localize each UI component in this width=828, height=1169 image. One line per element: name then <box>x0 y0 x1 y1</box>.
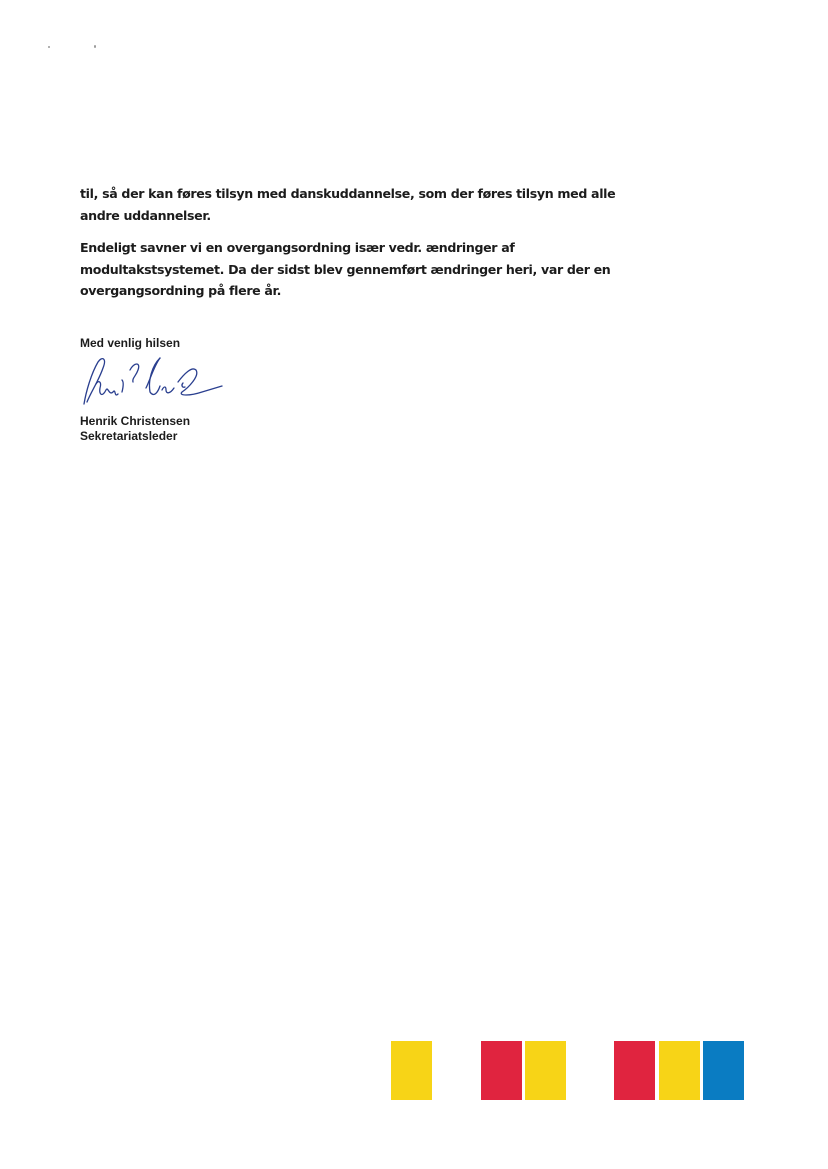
logo-block <box>614 1041 655 1100</box>
logo-block <box>703 1041 744 1100</box>
logo-block <box>525 1041 566 1100</box>
signer-block <box>80 414 190 444</box>
signer-name: Henrik Christensen <box>80 414 191 428</box>
paragraph: Endeligt savner vi en overgangsordning især vedr. ændringer af modultakstsystemet. Da der sidst blev gennemført ændringer heri, var der en overgangsordning på flere år. <box>80 240 611 298</box>
scan-speck <box>48 46 50 48</box>
logo-block <box>659 1041 700 1100</box>
logo-block <box>481 1041 522 1100</box>
scan-speck <box>94 45 96 48</box>
logo-block <box>391 1041 432 1100</box>
closing-salutation: Med venlig hilsen <box>80 336 181 350</box>
letter-body <box>80 183 640 313</box>
paragraph: til, så der kan føres tilsyn med danskuddannelse, som der føres tilsyn med alle andre uddannelser. <box>80 186 616 223</box>
signer-title: Sekretariatsleder <box>80 429 178 443</box>
signature-icon <box>78 352 223 408</box>
